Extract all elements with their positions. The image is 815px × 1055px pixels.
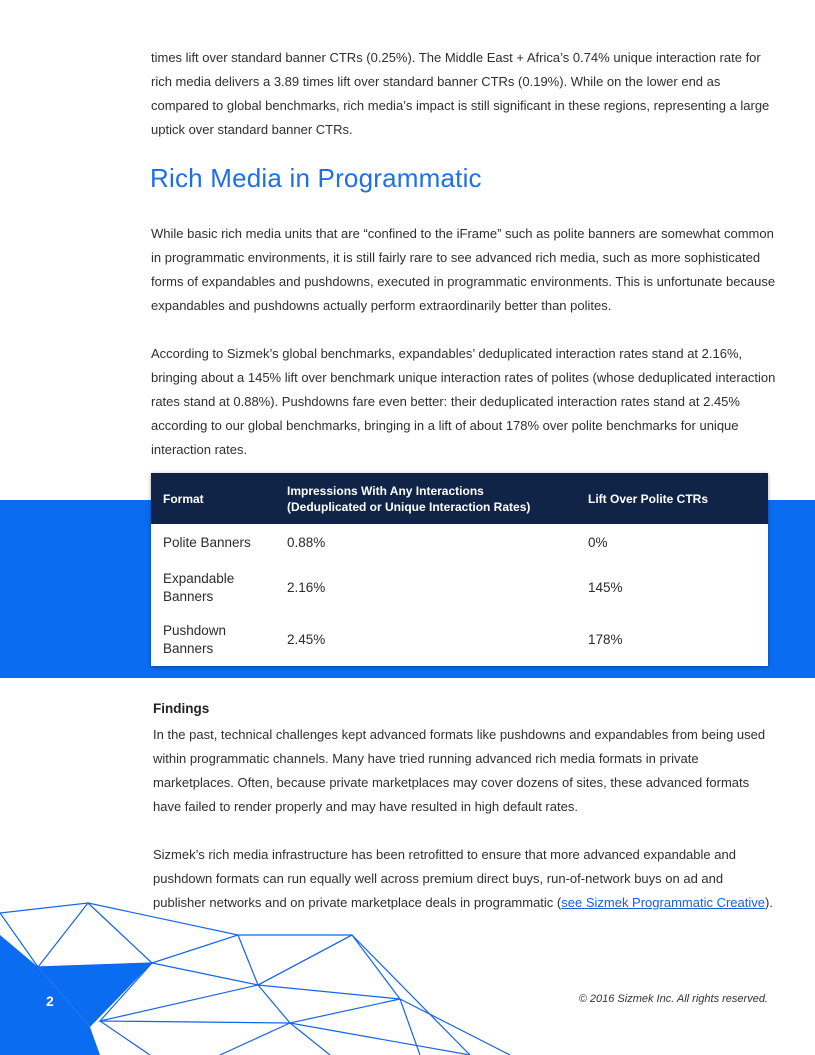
- cell-rate: 2.45%: [287, 632, 326, 647]
- triangle-pattern-decoration: [0, 895, 560, 1055]
- page-number: 2: [46, 993, 54, 1009]
- table-header-row: [151, 473, 768, 524]
- header-impressions: [275, 473, 576, 524]
- section-heading: Rich Media in Programmatic: [150, 163, 482, 193]
- body-paragraph-2: According to Sizmek’s global benchmarks, expandables’ deduplicated interaction rates stand at 2.16%, bringing about a 145% lift over benchmark unique interaction rates of polites (whose deduplicated interaction rates stand at 0.88%). Pushdowns fare even better: their deduplicated interaction rates stand at 2.45% according to our global benchmarks, bringing in a lift of about 178% over polite benchmarks for unique interaction rates.: [151, 346, 776, 457]
- header-impressions-line2: (Deduplicated or Unique Interaction Rates): [287, 499, 531, 514]
- cell-lift: 145%: [588, 579, 623, 595]
- findings-paragraph-1: In the past, technical challenges kept advanced formats like pushdowns and expandables from being used within programmatic channels. Many have tried running advanced rich media formats in private marketplaces. Often, because private marketplaces may cover dozens of sites, these advanced formats have failed to render properly and may have resulted in high default rates.: [153, 727, 766, 814]
- header-lift: Lift Over Polite CTRs: [588, 491, 709, 506]
- table-row: [151, 614, 768, 666]
- cell-lift: 178%: [588, 632, 623, 647]
- cell-format: Polite Banners: [163, 534, 251, 550]
- sizmek-programmatic-creative-link[interactable]: see Sizmek Programmatic Creative: [561, 895, 765, 910]
- cell-format: Expandable Banners: [163, 570, 235, 604]
- findings-heading: Findings: [153, 701, 210, 716]
- header-impressions-line1: Impressions With Any Interactions: [287, 483, 484, 498]
- cell-rate: 0.88%: [287, 534, 326, 550]
- intro-paragraph: times lift over standard banner CTRs (0.25%). The Middle East + Africa’s 0.74% unique interaction rate for rich media delivers a 3.89 times lift over standard banner CTRs (0.19%). While on the lower end as compared to global benchmarks, rich media’s impact is still significant in these regions, representing a large uptick over standard banner CTRs.: [151, 50, 770, 137]
- cell-format: Pushdown Banners: [163, 623, 227, 656]
- copyright-notice: © 2016 Sizmek Inc. All rights reserved.: [578, 993, 768, 1005]
- findings-paragraph-2: Sizmek’s rich media infrastructure has been retrofitted to ensure that more advanced expandable and pushdown formats can run equally well across premium direct buys, run-of-network buys on ad and publisher networks and on private marketplace deals in programmatic (see Sizmek Programmatic Creative).: [153, 847, 773, 910]
- header-format: Format: [163, 491, 204, 506]
- table-row: [151, 524, 768, 561]
- cell-lift: 0%: [588, 534, 608, 550]
- table-row: [151, 561, 768, 614]
- benchmark-table: [151, 473, 768, 666]
- body-paragraph-1: While basic rich media units that are “confined to the iFrame” such as polite banners are somewhat common in programmatic environments, it is still fairly rare to see advanced rich media, such as more sophisticated forms of expandables and pushdowns, executed in programmatic environments. This is unfortunate because expandables and pushdowns actually perform extraordinarily better than polites.: [151, 226, 776, 313]
- cell-rate: 2.16%: [287, 579, 326, 595]
